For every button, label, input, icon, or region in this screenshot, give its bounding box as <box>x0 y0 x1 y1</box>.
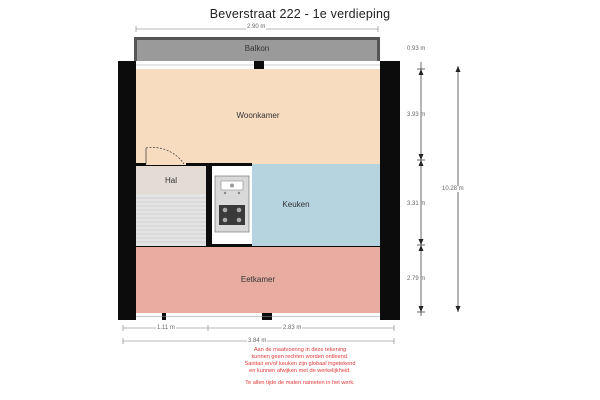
page-title: Beverstraat 222 - 1e verdieping <box>209 7 391 21</box>
wall-hal-right <box>206 163 212 247</box>
disclaimer <box>150 347 450 387</box>
label-hal: Hal <box>164 176 177 185</box>
dim-total-depth: 10.28 m <box>442 186 464 192</box>
dim-bottom-total: 3.84 m <box>248 338 267 344</box>
dim-top-width: 2.90 m <box>247 24 266 30</box>
disclaimer-line: Aan de maatvoering in deze tekening <box>253 347 347 353</box>
kitchen-counter <box>215 176 249 232</box>
label-keuken: Keuken <box>282 200 310 209</box>
dim-balkon-depth: 0.93 m <box>407 46 426 52</box>
label-balkon: Balkon <box>244 44 270 53</box>
disclaimer-line: Te allen tijde de maten nameten in het werk. <box>245 380 355 386</box>
dim-eetkamer-depth: 2.79 m <box>407 276 426 282</box>
label-woonkamer: Woonkamer <box>236 111 280 120</box>
label-eetkamer: Eetkamer <box>240 275 276 284</box>
disclaimer-line: kunnen geen rechten worden ontleend. <box>251 354 349 360</box>
dim-bottom-left: 1.11 m <box>157 325 175 331</box>
dim-keuken-depth: 3.31 m <box>407 201 426 207</box>
dim-bottom-right: 2.83 m <box>283 325 302 331</box>
wall-hal-top-left <box>136 163 146 166</box>
wall-hal-bottom <box>206 244 252 247</box>
dim-woonkamer-depth: 3.93 m <box>407 112 426 118</box>
wall-hal-top-right <box>186 163 252 166</box>
disclaimer-line: Sanitair en/of keuken zijn globaal ingetekend <box>244 361 356 367</box>
disclaimer-line: en kunnen afwijken met de werkelijkheid. <box>249 368 351 374</box>
